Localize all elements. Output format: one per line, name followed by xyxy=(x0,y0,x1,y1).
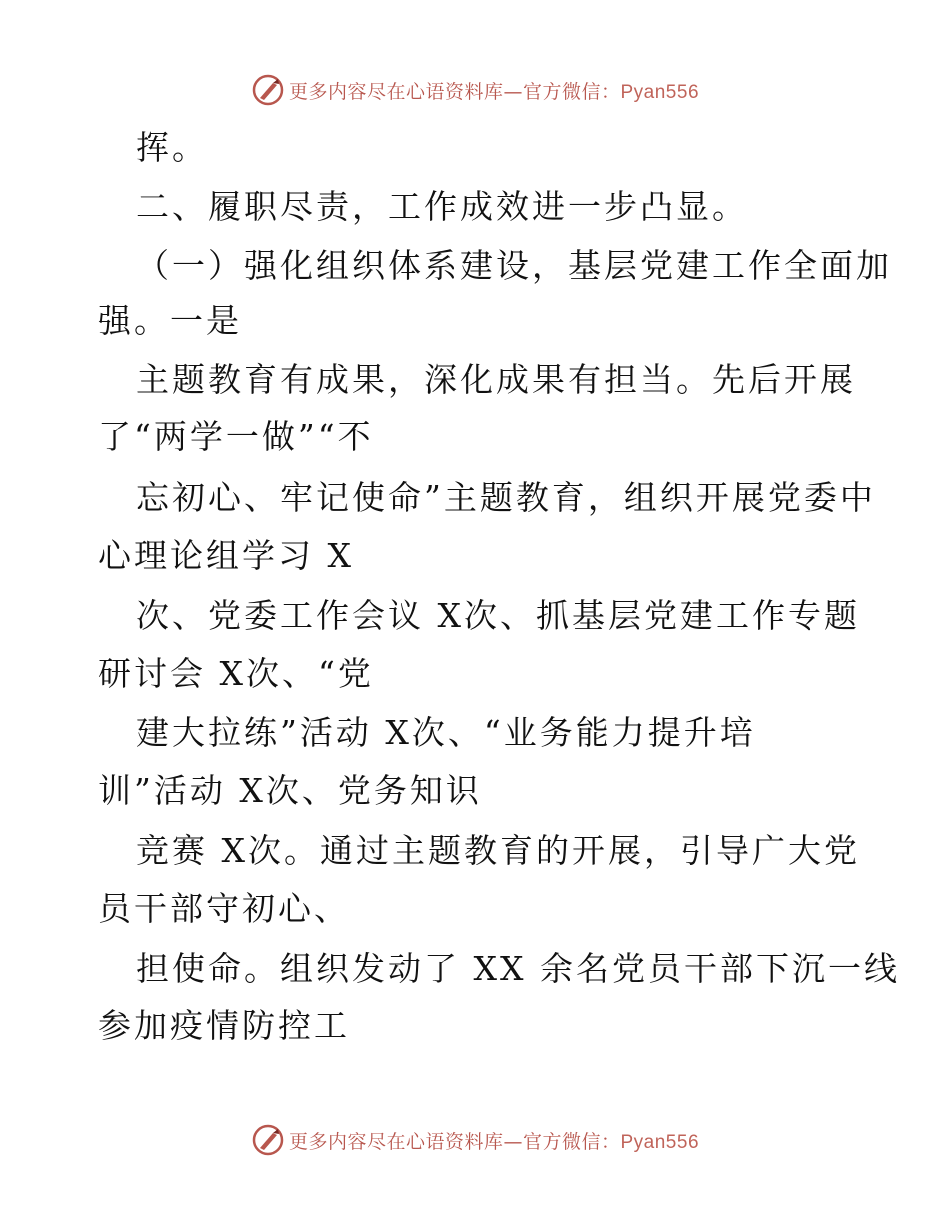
body-line: 研讨会 X次、“党 xyxy=(98,654,374,693)
body-line: 次、党委工作会议 X次、抓基层党建工作专题 xyxy=(136,596,860,635)
subsection-heading: （一）强化组织体系建设，基层党建工作全面加 xyxy=(136,246,892,285)
watermark-contact-id: Pyan556 xyxy=(620,81,700,103)
body-line: 忘初心、牢记使命”主题教育，组织开展党委中 xyxy=(136,478,876,517)
body-line: 建大拉练”活动 X次、“业务能力提升培 xyxy=(136,713,756,752)
watermark-text xyxy=(289,1127,699,1154)
watermark-contact-id: Pyan556 xyxy=(620,1131,700,1153)
section-heading: 二、履职尽责，工作成效进一步凸显。 xyxy=(136,187,748,226)
body-line: 训”活动 X次、党务知识 xyxy=(98,771,482,810)
watermark-contact-prefix: 官方微信： xyxy=(522,80,621,103)
watermark-contact-prefix: 官方微信： xyxy=(522,1130,621,1153)
watermark-brand: 更多内容尽在心语资料库 xyxy=(288,1130,504,1153)
body-line: 主题教育有成果，深化成果有担当。先后开展 xyxy=(136,360,856,399)
body-line: 员干部守初心、 xyxy=(98,889,350,928)
quill-logo-icon xyxy=(251,1123,285,1157)
body-line: 竞赛 X次。通过主题教育的开展，引导广大党 xyxy=(136,831,860,870)
watermark-separator: — xyxy=(503,80,523,103)
body-line: 心理论组学习 X xyxy=(98,536,354,575)
body-line: 挥。 xyxy=(136,128,208,167)
body-line: 担使命。组织发动了 XX 余名党员干部下沉一线 xyxy=(136,949,900,988)
body-line: 强。一是 xyxy=(98,301,242,340)
watermark-brand: 更多内容尽在心语资料库 xyxy=(288,80,504,103)
body-line: 参加疫情防控工 xyxy=(98,1006,350,1045)
watermark-separator: — xyxy=(503,1130,523,1153)
body-line: 了“两学一做”“不 xyxy=(98,417,374,456)
footer-watermark xyxy=(0,1120,950,1160)
